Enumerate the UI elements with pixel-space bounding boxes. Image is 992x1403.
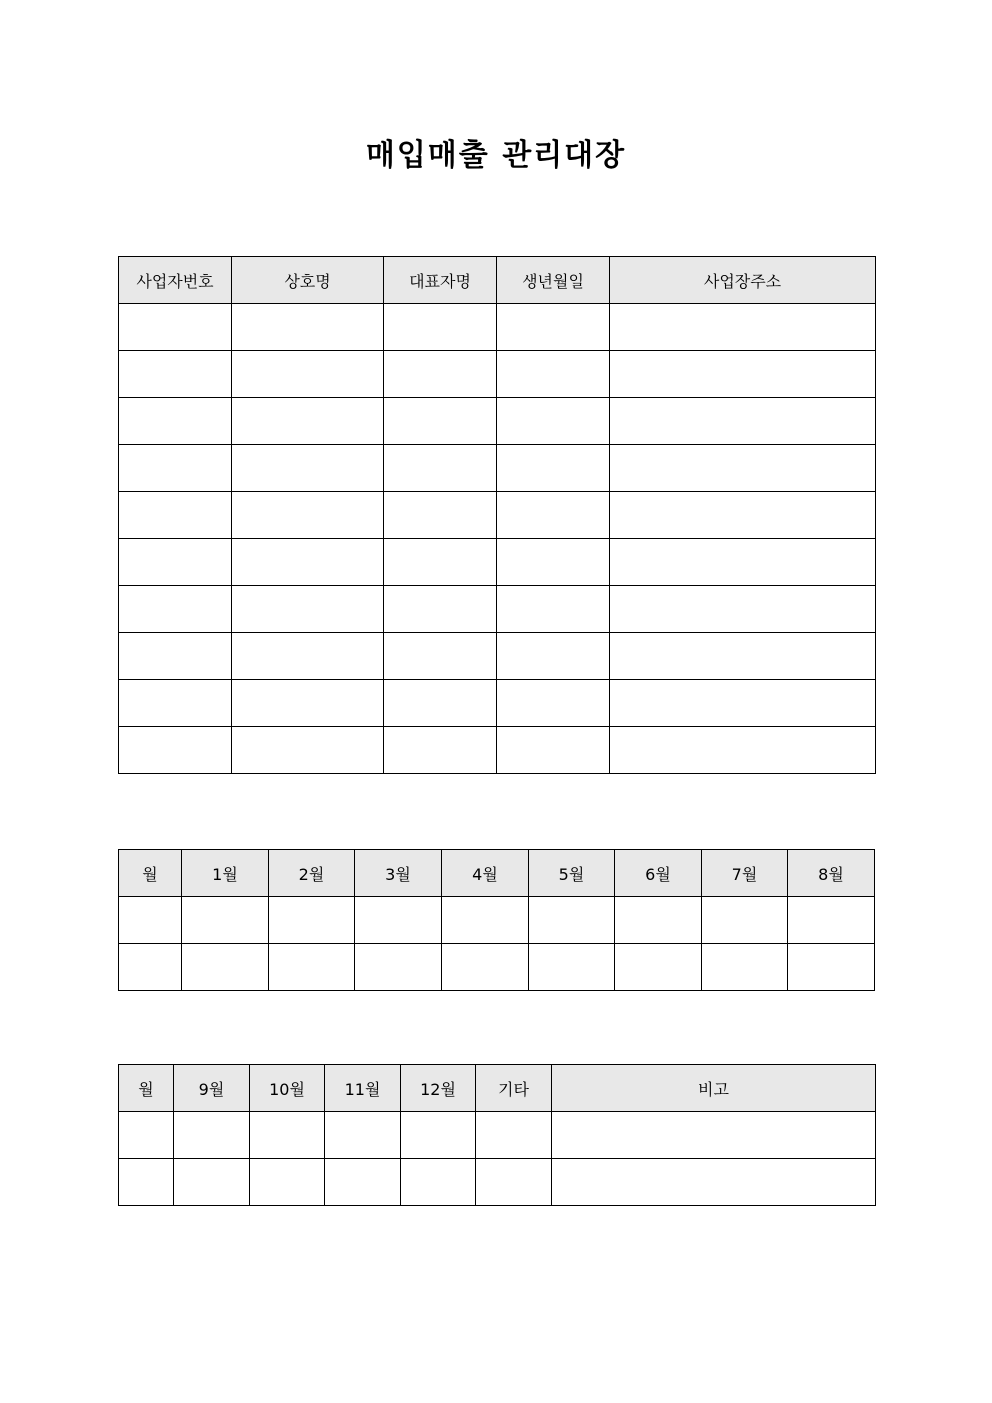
header-other: 기타: [476, 1065, 552, 1112]
table-cell[interactable]: [610, 304, 876, 351]
table-row: [119, 304, 876, 351]
table-row: [119, 586, 876, 633]
table-cell[interactable]: [250, 1159, 325, 1206]
table-cell[interactable]: [119, 398, 232, 445]
table-cell[interactable]: [702, 897, 788, 944]
table-row: [119, 539, 876, 586]
table-cell[interactable]: [232, 586, 384, 633]
table-cell[interactable]: [232, 398, 384, 445]
business-info-table: [118, 256, 876, 774]
table-cell[interactable]: [269, 944, 355, 991]
table-cell[interactable]: [497, 398, 610, 445]
table-cell[interactable]: [610, 351, 876, 398]
table-cell[interactable]: [497, 539, 610, 586]
table-cell[interactable]: [384, 304, 497, 351]
header-business-address: 사업장주소: [610, 257, 876, 304]
table-header-row: [119, 1065, 876, 1112]
header-month-2: 2월: [269, 850, 355, 897]
table-cell[interactable]: [269, 897, 355, 944]
table-cell[interactable]: [610, 680, 876, 727]
table-cell[interactable]: [384, 586, 497, 633]
monthly-table-jan-aug: [118, 849, 875, 991]
table-cell[interactable]: [119, 680, 232, 727]
table-cell[interactable]: [401, 1112, 476, 1159]
header-birth-date: 생년월일: [497, 257, 610, 304]
table-cell[interactable]: [384, 445, 497, 492]
table-cell[interactable]: [119, 445, 232, 492]
table-cell[interactable]: [325, 1159, 401, 1206]
table-cell[interactable]: [232, 445, 384, 492]
table-cell[interactable]: [497, 351, 610, 398]
table-cell[interactable]: [497, 304, 610, 351]
table-cell[interactable]: [610, 445, 876, 492]
table-cell[interactable]: [615, 944, 702, 991]
header-representative-name: 대표자명: [384, 257, 497, 304]
table-cell[interactable]: [497, 445, 610, 492]
table-cell[interactable]: [325, 1112, 401, 1159]
header-month-12: 12월: [401, 1065, 476, 1112]
table-cell[interactable]: [497, 492, 610, 539]
table-cell[interactable]: [119, 944, 182, 991]
table-header-row: [119, 850, 875, 897]
table-cell[interactable]: [384, 680, 497, 727]
table-cell[interactable]: [119, 633, 232, 680]
table-row: [119, 633, 876, 680]
table-cell[interactable]: [119, 1112, 174, 1159]
header-month-11: 11월: [325, 1065, 401, 1112]
table-cell[interactable]: [384, 398, 497, 445]
header-month-10: 10월: [250, 1065, 325, 1112]
page-title: 매입매출 관리대장: [365, 138, 627, 173]
table-cell[interactable]: [355, 897, 442, 944]
table-cell[interactable]: [529, 944, 615, 991]
table-cell[interactable]: [232, 492, 384, 539]
table-cell[interactable]: [250, 1112, 325, 1159]
table-cell[interactable]: [610, 398, 876, 445]
table-cell[interactable]: [615, 897, 702, 944]
header-month-3: 3월: [355, 850, 442, 897]
header-month-4: 4월: [442, 850, 529, 897]
table-cell[interactable]: [119, 1159, 174, 1206]
table-cell[interactable]: [384, 492, 497, 539]
table-cell[interactable]: [182, 944, 269, 991]
table-cell[interactable]: [232, 633, 384, 680]
table-cell[interactable]: [232, 351, 384, 398]
table-row: [119, 398, 876, 445]
table-cell[interactable]: [552, 1112, 876, 1159]
header-month-1: 1월: [182, 850, 269, 897]
table-cell[interactable]: [497, 680, 610, 727]
table-row: [119, 492, 876, 539]
table-cell[interactable]: [384, 727, 497, 774]
table-row: [119, 351, 876, 398]
table-cell[interactable]: [610, 727, 876, 774]
header-month-9: 9월: [174, 1065, 250, 1112]
table-cell[interactable]: [788, 944, 875, 991]
table-cell[interactable]: [119, 586, 232, 633]
table-row: [119, 1159, 876, 1206]
table-row: [119, 727, 876, 774]
table-cell[interactable]: [497, 633, 610, 680]
monthly-table-sep-dec: [118, 1064, 876, 1206]
header-remarks: 비고: [552, 1065, 876, 1112]
header-month-7: 7월: [702, 850, 788, 897]
table-cell[interactable]: [788, 897, 875, 944]
header-month-6: 6월: [615, 850, 702, 897]
table-cell[interactable]: [119, 539, 232, 586]
table-cell[interactable]: [174, 1112, 250, 1159]
table-cell[interactable]: [384, 633, 497, 680]
table-cell[interactable]: [119, 897, 182, 944]
table-cell[interactable]: [119, 492, 232, 539]
table-cell[interactable]: [401, 1159, 476, 1206]
table-header-row: [119, 257, 876, 304]
table-cell[interactable]: [232, 304, 384, 351]
table-row: [119, 445, 876, 492]
table-row: [119, 680, 876, 727]
table-cell[interactable]: [610, 586, 876, 633]
table-cell[interactable]: [174, 1159, 250, 1206]
header-month: 월: [119, 1065, 174, 1112]
table-cell[interactable]: [529, 897, 615, 944]
table-cell[interactable]: [497, 586, 610, 633]
table-cell[interactable]: [384, 539, 497, 586]
table-cell[interactable]: [476, 1112, 552, 1159]
table-cell[interactable]: [702, 944, 788, 991]
header-company-name: 상호명: [232, 257, 384, 304]
table-cell[interactable]: [232, 539, 384, 586]
table-cell[interactable]: [442, 944, 529, 991]
table-cell[interactable]: [476, 1159, 552, 1206]
table-cell[interactable]: [182, 897, 269, 944]
table-row: [119, 1112, 876, 1159]
table-cell[interactable]: [119, 304, 232, 351]
table-cell[interactable]: [610, 492, 876, 539]
table-cell[interactable]: [232, 727, 384, 774]
table-cell[interactable]: [610, 633, 876, 680]
table-cell[interactable]: [384, 351, 497, 398]
table-cell[interactable]: [119, 351, 232, 398]
header-business-number: 사업자번호: [119, 257, 232, 304]
table-cell[interactable]: [610, 539, 876, 586]
header-month: 월: [119, 850, 182, 897]
table-cell[interactable]: [119, 727, 232, 774]
table-cell[interactable]: [497, 727, 610, 774]
table-cell[interactable]: [442, 897, 529, 944]
table-cell[interactable]: [232, 680, 384, 727]
header-month-8: 8월: [788, 850, 875, 897]
table-cell[interactable]: [552, 1159, 876, 1206]
table-cell[interactable]: [355, 944, 442, 991]
table-row: [119, 897, 875, 944]
table-row: [119, 944, 875, 991]
header-month-5: 5월: [529, 850, 615, 897]
